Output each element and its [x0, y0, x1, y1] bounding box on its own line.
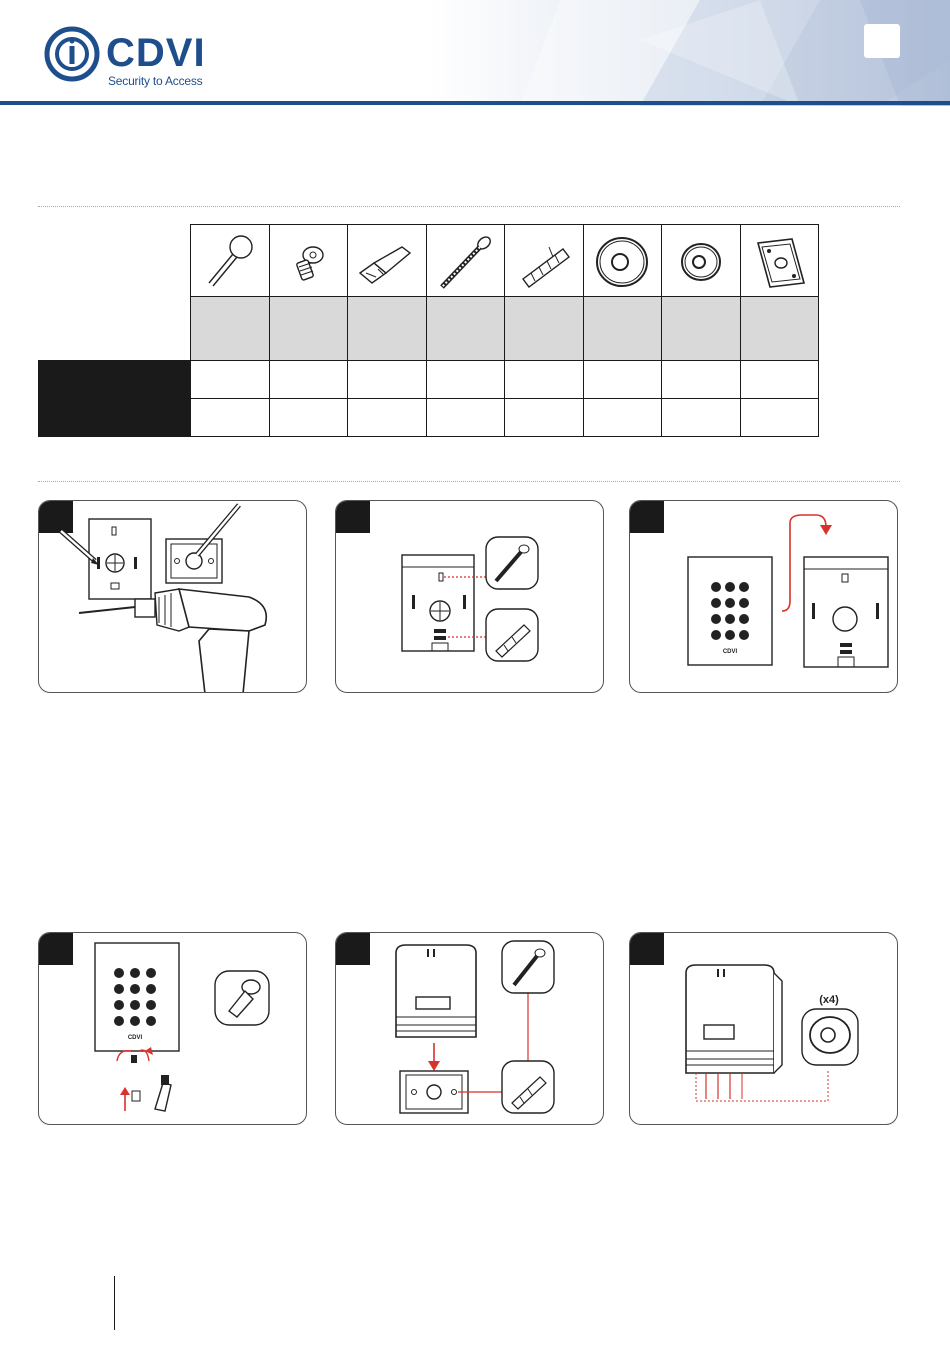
quantity-cell [583, 361, 662, 399]
parts-icon-row [39, 225, 819, 297]
quantity-cell [191, 399, 270, 437]
language-badge [864, 24, 900, 58]
part-name-cell [505, 297, 584, 361]
part-torx-screw [269, 225, 348, 297]
part-cable-tie [191, 225, 270, 297]
part-name-cell [740, 297, 819, 361]
quantity-cell [348, 361, 427, 399]
part-name-cell [662, 297, 741, 361]
part-wood-screw [426, 225, 505, 297]
grommet-icon [802, 1009, 858, 1065]
step-panel-1 [38, 500, 307, 693]
wood-screw-icon [502, 941, 554, 993]
quantity-cell [426, 361, 505, 399]
keypad-icon [95, 943, 179, 1051]
step-1-illustration [39, 501, 307, 693]
up-arrow-icon [120, 1087, 140, 1111]
step-panel-6 [629, 932, 898, 1125]
hood-icon [396, 945, 476, 1037]
quantity-label: (x4) [819, 994, 839, 1006]
backplate-icon [89, 519, 151, 599]
model-row-header [39, 361, 191, 399]
quantity-cell [191, 361, 270, 399]
wall-plug-icon [509, 229, 579, 293]
table-corner [39, 225, 191, 297]
quantity-cell [505, 399, 584, 437]
wall-plug-icon [502, 1061, 554, 1113]
wood-screw-icon [486, 537, 538, 589]
quantity-cell [662, 361, 741, 399]
section-divider-top [38, 206, 900, 207]
step-panel-5 [335, 932, 604, 1125]
step-4-illustration [39, 933, 307, 1125]
keypad-icon [688, 557, 772, 665]
parts-table [38, 224, 819, 437]
quantity-cell [740, 399, 819, 437]
bracket-icon [400, 1071, 468, 1113]
torx-screw-icon [215, 971, 269, 1025]
parts-name-row [39, 297, 819, 361]
step-3-illustration [630, 501, 898, 693]
step-panel-3 [629, 500, 898, 693]
quantity-cell [426, 399, 505, 437]
hood-icon [686, 965, 782, 1073]
quantity-cell [269, 361, 348, 399]
quantity-cell [662, 399, 741, 437]
step-5-illustration [336, 933, 604, 1125]
quantity-cell [505, 361, 584, 399]
page-header [0, 0, 950, 106]
step-6-illustration [630, 933, 898, 1125]
parts-quantity-row-1 [39, 361, 819, 399]
brand-tagline: Security to Access [108, 74, 203, 88]
torx-bit-icon [155, 1075, 171, 1111]
part-name-cell [426, 297, 505, 361]
large-grommet-icon [587, 229, 657, 293]
step-panel-2 [335, 500, 604, 693]
part-small-grommet [662, 225, 741, 297]
part-name-cell [269, 297, 348, 361]
part-name-cell [191, 297, 270, 361]
backplate-icon [804, 557, 888, 667]
bracket-icon [166, 505, 239, 583]
quantity-cell [269, 399, 348, 437]
part-name-cell [583, 297, 662, 361]
model-row-header [39, 399, 191, 437]
part-wall-plug [505, 225, 584, 297]
quantity-cell [740, 361, 819, 399]
cable-tie-icon [195, 229, 265, 293]
torx-bit-icon [352, 229, 422, 293]
cdvi-logo [44, 26, 224, 90]
parts-quantity-row-2 [39, 399, 819, 437]
step-2-illustration [336, 501, 604, 693]
mounting-bracket-icon [744, 229, 814, 293]
wall-plug-icon [486, 609, 538, 661]
step-panel-4 [38, 932, 307, 1125]
torx-screw-icon [273, 229, 343, 293]
part-name-cell [348, 297, 427, 361]
page-margin-rule [114, 1276, 115, 1330]
keypad-brand-label: CDVI [722, 649, 738, 655]
keypad-brand-label: CDVI [127, 1035, 143, 1041]
part-torx-bit [348, 225, 427, 297]
drill-icon [79, 589, 266, 693]
small-grommet-icon [666, 229, 736, 293]
part-large-grommet [583, 225, 662, 297]
quantity-cell [348, 399, 427, 437]
wood-screw-icon [430, 229, 500, 293]
brand-name: CDVI [106, 31, 206, 75]
table-spacer [39, 297, 191, 361]
grommet-connector-lines [696, 1071, 828, 1101]
header-rule [0, 101, 950, 105]
section-divider-steps [38, 481, 900, 482]
backplate-icon [402, 555, 474, 651]
part-mounting-bracket [740, 225, 819, 297]
quantity-cell [583, 399, 662, 437]
cdvi-logo-mark-icon [44, 26, 100, 82]
